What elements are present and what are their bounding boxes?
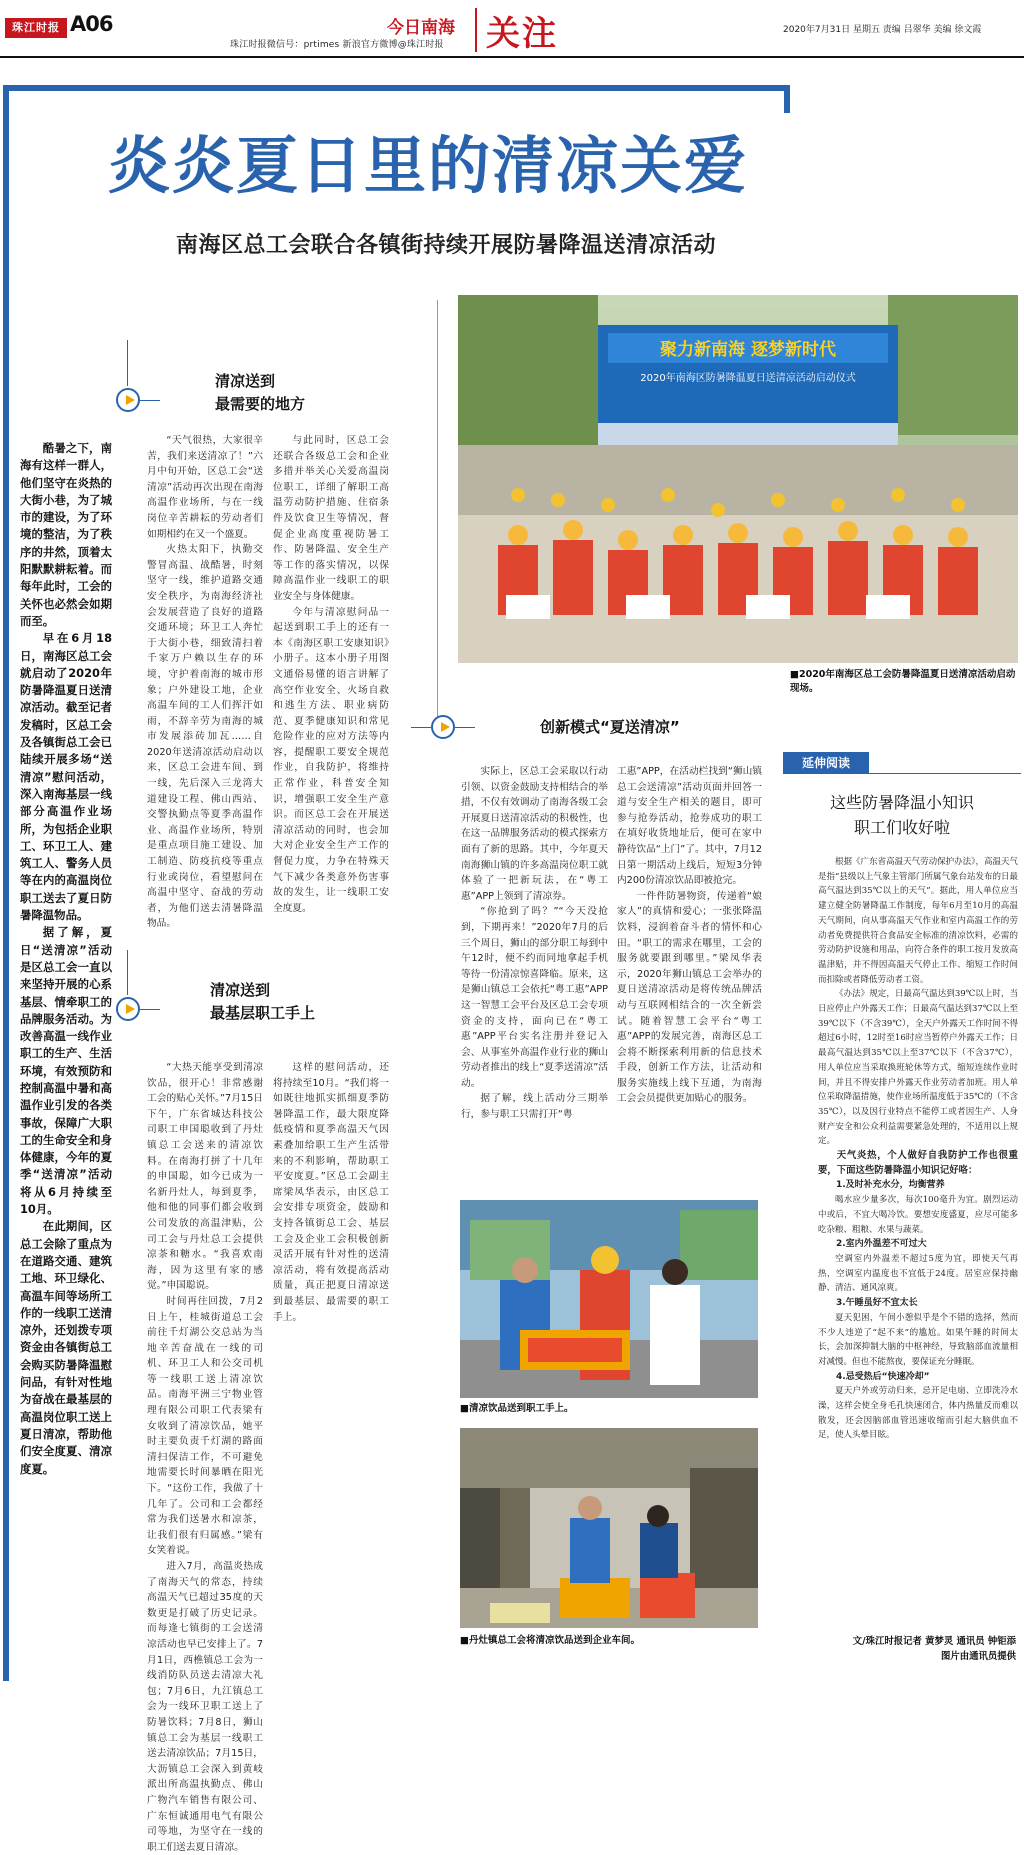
factory-delivery-photo	[460, 1428, 758, 1628]
sidebar-title	[783, 790, 1021, 840]
kicker-title-2	[210, 979, 315, 1025]
body-column-2b	[273, 1060, 389, 1620]
byline-photo-credit: 图片由通讯员提供	[940, 1651, 1016, 1662]
drinks-photo-image	[460, 1200, 758, 1398]
sidebar-title-line: 这些防暑降温小知识	[829, 793, 974, 812]
body-paragraph: “你抢到了吗？”“今天没抢到，下期再来！”2020年7月的后三个周日，狮山的部分职工每到中午12时，便不约而同地拿起手机等待一份清凉惊喜降临。原来，这是狮山镇总工会依托“粤工惠”APP这一智慧工会平台及区总工会专项资金的支持，面向已在“粤工惠”APP平台实名注册并登记入会、从事室外高温作业行业的狮山劳动者推出的线上“夏季送清凉”活动。	[461, 906, 608, 1089]
kicker-play-icon	[116, 997, 140, 1021]
sidebar-title-line: 职工们收好啦	[853, 818, 950, 837]
kicker-vrule	[127, 950, 128, 995]
body-paragraph: 今年与清凉慰问品一起送到职工手上的还有一本《南海区职工安康知识》小册子。这本小册子用图文通俗易懂的语言讲解了高空作业安全、火场自救和逃生方法、职业病防范、夏季健康知识和常见危险作业的应对方法等内容，提醒职工要安全规范作业，自我防护，将维持正常作业，科普安全知识，增强职工安全生产意识。而区总工会在开展送清凉活动的同时，也会加大对企业安全生产工作的督促力度，力争在特殊天气下减少各类意外伤害事故的发生，让一线职工安全度夏。	[273, 606, 389, 914]
drinks-delivered-photo	[460, 1200, 758, 1398]
lead-column	[20, 440, 112, 1500]
body-paragraph: 与此同时，区总工会还联合各级总工会和企业多措并举关心关爱高温岗位职工，详细了解职工高温劳动防护措施、住宿条件及饮食卫生等情况，督促企业高度重视防暑工作、防暑降温、安全生产等工作的落实情况，以保障高温作业一线职工的职业安全与身体健康。	[273, 435, 389, 602]
body-column-3a	[461, 764, 608, 1189]
lead-paragraph: 早在6月18日，南海区总工会就启动了2020年防暑降温夏日送清凉活动。截至记者发稿时，区总工会及各镇街总工会已陆续开展多场“送清凉”慰问活动，深入南海基层一线部分高温作业场所，为包括企业职工、环卫工人、建筑工人、警务人员等在内的高温岗位职工送去了夏日防暑降温物品。	[20, 631, 112, 923]
factory-photo-image	[460, 1428, 758, 1628]
body-column-2a	[147, 1060, 263, 1853]
launch-ceremony-photo	[458, 295, 1018, 663]
kicker-play-icon	[116, 388, 140, 412]
body-column-3b	[617, 764, 762, 1189]
kicker-line: 最基层职工手上	[210, 1004, 316, 1022]
body-paragraph: 火热太阳下，执勤交警冒高温、战酷暑，时刻坚守一线，维护道路交通安全秩序，为南海经济社会发展营造了良好的道路交通环境；环卫工人奔忙于大街小巷，细致清扫着千家万户赖以生存的环境，守护着南海的城市形象；户外建设工地，企业高温车间的工人们挥汗如雨，不辞辛劳为南海的城市发展添砖加瓦……自2020年送清凉活动启动以来，区总工会进车间、到一线，先后深入三龙湾大道建设工程、佛山西站、交警执勤点等夏季高温作业、高温作业场所，特别是重点项目施工建设、加工制造、防疫抗疫等重点行业或岗位，看望慰问在高温中坚守、奋战的劳动者，为他们送去清暑降温物品。	[147, 544, 263, 930]
frame-left	[3, 85, 9, 1681]
body-paragraph: 据了解，线上活动分三期举行，参与职工只需打开“粤	[461, 1093, 608, 1121]
sidebar-tag: 延伸阅读	[783, 752, 869, 774]
tip-text: 喝水应少量多次，每次100毫升为宜。剧烈运动中或后，不宜大喝冷饮。要想安度盛夏，应尽可能多吃杂粮、粗粮、水果与蔬菜。	[818, 1195, 1018, 1235]
lead-paragraph: 酷暑之下，南海有这样一群人，他们坚守在炎热的大街小巷，为了城市的建设，为了环境的整洁，为了秩序的井然，顶着太阳默默耕耘着。而每年此时，工会的关怀也必然会如期而至。	[20, 441, 112, 628]
kicker-rule	[140, 400, 160, 401]
headline: 炎炎夏日里的清凉关爱	[108, 129, 749, 202]
ceremony-photo-image	[458, 295, 1018, 663]
body-paragraph: 这样的慰问活动，还将持续至10月。“我们将一如既往地抓实抓细夏季防暑降温工作，最大限度降低疫情和夏季高温天气因素叠加给职工生产生活带来的不利影响，帮助职工平安度夏。”区总工会副主席梁凤华表示，由区总工会安排专项资金，鼓励和支持各镇街总工会、基层工会及企业工会积极创新灵活开展有针对性的送清凉活动，将有效提高活动质量，真正把夏日清凉送到最基层、最需要的职工手上。	[273, 1062, 389, 1323]
banner-text-1: 聚力新南海 逐梦新时代	[660, 340, 836, 360]
kicker-vrule	[127, 340, 128, 386]
kicker-rule	[140, 1009, 160, 1010]
sidebar-rule	[783, 773, 1021, 774]
body-column-1a	[147, 433, 263, 933]
frame-right	[784, 85, 790, 113]
column-divider	[437, 300, 438, 730]
body-paragraph: “大热天能享受到清凉饮品，很开心！非常感谢工会的贴心关怀。”7月15日下午，广东省城达科技公司职工申国聪收到了丹灶镇总工会送来的清凉饮料。在南海打拼了十几年的申国聪，如今已成为一名新丹灶人，每到夏季，他和他的同事们都会收到公司发放的高温津贴，公司工会与丹灶总工会提供凉茶和糖水。“我喜欢南海，因为这里有家的感觉。”申国聪说。	[147, 1062, 263, 1292]
banner-text-2: 2020年南海区防暑降温夏日送清凉活动启动仪式	[640, 373, 856, 384]
body-column-1b	[273, 433, 389, 933]
tip-heading: 4.忌受热后“快速冷却”	[836, 1371, 930, 1382]
byline	[820, 1634, 1016, 1664]
lead-paragraph: 据了解，夏日“送清凉”活动是区总工会一直以来坚持开展的心系基层、情牵职工的品牌服务活动。为改善高温一线作业职工的生产、生活环境，有效预防和控制高温中暑和高温作业引发的各类事故，保障广大职工的生命安全和身体健康，今年的夏季“送清凉”活动将从6月持续至10月。	[20, 925, 112, 1217]
body-paragraph: 进入7月，高温炎热成了南海天气的常态，持续高温天气已超过35度的天数更是打破了历史记录。而每逢七镇街的工会送清凉活动也早已安排上了。7月1日，西樵镇总工会为一线消防队员送去清凉大礼包；7月6日，九江镇总工会为一线环卫职工送上了防暑饮料；7月8日，狮山镇总工会为基层一线职工送去清凉饮品；7月15日，大沥镇总工会深入到黄岐派出所高温执勤点、佛山广物汽车销售有限公司、广东恒诚通用电气有限公司等地，为坚守在一线的职工们送去夏日清凉。	[147, 1561, 263, 1853]
kicker-play-icon	[431, 715, 455, 739]
sidebar-paragraph: 根据《广东省高温天气劳动保护办法》，高温天气是指“县级以上气象主管部门所属气象台站发布的日最高气温达到35℃以上的天气”。据此，用人单位应当建立健全防暑降温工作制度，每年6月至10月的高温天气期间，向从事高温天气作业和室内高温工作的劳动者免费提供符合食品安全标准的清凉饮料，必需的劳动防护设施和用品，向符合条件的职工按月发放高温津贴，并不得因高温天气停止工作、缩短工作时间而扣除或者降低劳动者工资。	[818, 857, 1018, 985]
kicker-rule	[411, 727, 431, 728]
lead-paragraph: 在此期间，区总工会除了重点为在道路交通、建筑工地、环卫绿化、高温车间等场所工作的一线职工送清凉外，还划拨专项资金由各镇街总工会购买防暑降温慰问品，有针对性地为奋战在最基层的高温岗位职工送上夏日清凉，帮助他们安全度夏、清凉度夏。	[20, 1219, 112, 1476]
photo-caption-3: ■丹灶镇总工会将清凉饮品送到企业车间。	[460, 1635, 640, 1646]
kicker-title-3: 创新模式“夏送清凉”	[540, 718, 680, 736]
body-paragraph: 时间再往回拨，7月2日上午，桂城街道总工会前往千灯湖公交总站为当地辛苦奋战在一线的司机、环卫工人和公交司机等一线职工送上清凉饮品。南海平洲三宁物业管理有限公司职工代表梁有女收到了清凉饮品，她平时主要负责千灯湖的路面清扫保洁工作，不可避免地需要长时间暴晒在阳光下。“这份工作，我做了十几年了。公司和工会都经常为我们送暑水和凉茶，让我们很有归属感。”梁有女笑着说。	[147, 1295, 263, 1557]
newspaper-logo: 珠江时报	[5, 18, 67, 38]
tip-heading: 3.午睡虽好不宜太长	[836, 1298, 918, 1309]
kicker-title-1	[215, 370, 305, 416]
photo-caption-2: ■清凉饮品送到职工手上。	[460, 1403, 574, 1414]
frame-top	[3, 85, 790, 91]
sidebar-body	[818, 855, 1018, 1627]
photo-caption-1: ■2020年南海区总工会防暑降温夏日送清凉活动启动现场。	[790, 669, 1016, 694]
subheadline: 南海区总工会联合各镇街持续开展防暑降温送清凉活动	[176, 233, 717, 258]
body-paragraph: 实际上，区总工会采取以行动引领、以资金鼓励支持相结合的举措，不仅有效调动了南海各级工会开展夏日送清凉活动的积极性，也在这一品牌服务活动的模式探索方面有了新的思路。其中，今年夏天南海狮山镇的许多高温岗位职工就体验了一把新玩法，在“粤工惠”APP上领到了清凉券。	[461, 766, 608, 902]
section-focus: 关注	[486, 14, 558, 54]
tip-heading: 1.及时补充水分，均衡营养	[836, 1180, 945, 1191]
kicker-rule	[455, 727, 475, 728]
social-handles: 珠江时报微信号：prtimes 新浪官方微博@珠江时报	[230, 40, 444, 50]
kicker-line: 清凉送到	[210, 981, 271, 999]
page-number: A06	[70, 12, 113, 36]
sidebar-tips-intro: 天气炎热，个人做好自我防护工作也很重要，下面这些防暑降温小知识记好咯：	[818, 1150, 1018, 1176]
body-paragraph: 一件件防暑物资，传递着“娘家人”的真情和爱心；一张张降温饮料，浸润着奋斗者的情怀和心田。“职工的需求在哪里，工会的服务就要跟到哪里。”梁凤华表示，2020年狮山镇总工会举办的夏日送清凉活动是将传统品牌活动与互联网相结合的一次全新尝试。随着智慧工会平台“粤工惠”APP的发展完善，南海区总工会将不断探索利用新的信息技术手段，创新工作方法，让活动和服务实施线上线下互通，为南海工会会员提供更加贴心的服务。	[617, 890, 762, 1105]
kicker-line: 清凉送到	[215, 372, 276, 390]
body-paragraph: 工惠”APP，在活动栏找到“狮山镇总工会送清凉”活动页面并回答一道与安全生产相关的题目，即可参与抢券活动，抢券成功的职工在填好收货地址后，便可在家中静待饮品“上门”了。其中，7月12日第一期活动上线后，短短3分钟内200份清凉饮品即被抢完。	[617, 766, 762, 887]
sidebar-paragraph: 《办法》规定，日最高气温达到39℃以上时，当日应停止户外露天工作；日最高气温达到37℃以上至39℃以下（不含39℃），全天户外露天工作时间不得超过6小时，12时至16时应当暂停户外露天工作；日最高气温达到35℃以上至37℃以下（不含37℃），用人单位应当采取换班轮休等方式，缩短连续作业时间，并且不得安排户外露天作业劳动者加班。用人单位采取降温措施，使作业场所温度低于35℃的（不含35℃），以及因行业特点不能停工或者因生产、人身财产安全和公众利益需要紧急处理的，不适用以上规定。	[818, 989, 1018, 1147]
header-rule	[0, 56, 1024, 58]
body-paragraph: “天气很热，大家很辛苦，我们来送清凉了！”六月中旬开始，区总工会“送清凉”活动再次出现在南海高温作业场所，与在一线岗位辛苦耕耘的劳动者们如期相约在又一个盛夏。	[147, 435, 263, 540]
section-name: 今日南海	[387, 18, 455, 38]
header-divider	[475, 8, 477, 52]
tip-text: 空调室内外温差不超过5度为宜，即使天气再热，空调室内温度也不宜低于24度。居室应保持幽静、清洁、通风凉爽。	[818, 1253, 1018, 1294]
tip-heading: 2.室内外温差不可过大	[836, 1239, 927, 1250]
tip-text: 夏天犯困，午间小憩似乎是个不错的选择，然而不少人违逆了“起不来”的尴尬。如果午睡的时间太长，会加深抑制大脑的中枢神经，导致脑部血流量相对减慢。但也不能熬夜，要保证充分睡眠。	[818, 1312, 1018, 1367]
kicker-line: 最需要的地方	[215, 395, 306, 413]
tip-text: 夏天户外或劳动归来，忌开足电扇、立即洗冷水澡，这样会使全身毛孔快速闭合，体内热量反而难以散发，还会因脑部血管迅速收缩而引起大脑供血不足，使人头晕目眩。	[818, 1386, 1018, 1441]
byline-authors: 文/珠江时报记者 黄梦灵 通讯员 钟钜添	[852, 1636, 1016, 1647]
date-editor-line: 2020年7月31日 星期五 责编 吕翠华 美编 徐文霞	[783, 25, 982, 35]
